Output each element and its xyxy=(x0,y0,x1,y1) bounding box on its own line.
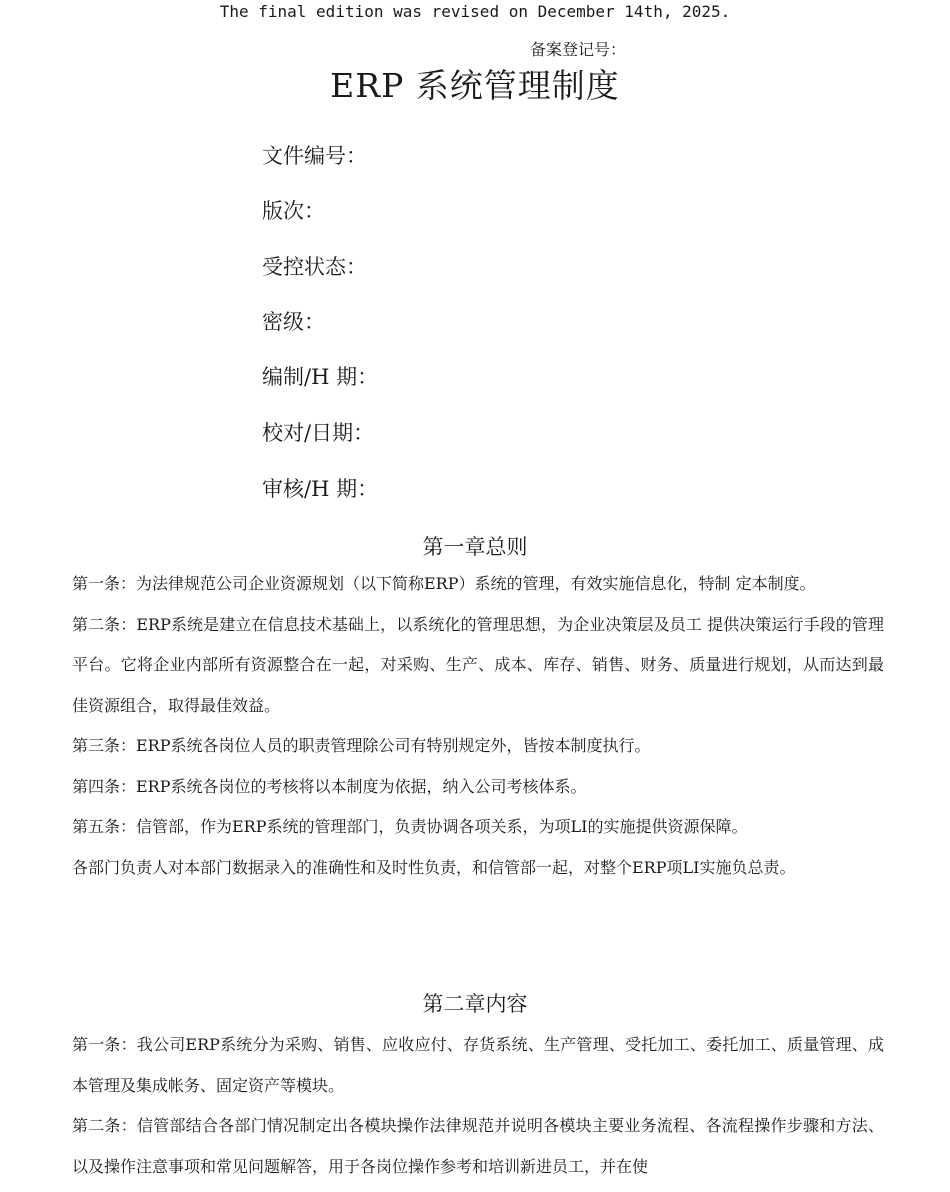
chapter-2-article-1: 第一条：我公司ERP系统分为采购、销售、应收应付、存货系统、生产管理、受托加工、委托加工、质量管理、成本管理及集成帐务、固定资产等模块。 xyxy=(72,1035,884,1095)
chapter-2-body xyxy=(72,1025,884,1187)
chapter-2-heading: 第二章内容 xyxy=(422,992,528,1016)
revision-note: The final edition was revised on December 14th, 2025. xyxy=(219,2,731,21)
field-checked-date: 校对/日期： xyxy=(262,421,375,445)
chapter-1-heading: 第一章总则 xyxy=(422,535,528,559)
field-prepared-date: 编制/H 期： xyxy=(262,365,379,389)
chapter-1-article-3: 第三条：ERP系统各岗位人员的职责管理除公司有特别规定外，皆按本制度执行。 xyxy=(72,736,651,755)
chapter-1-article-4: 第四条：ERP系统各岗位的考核将以本制度为依据，纳入公司考核体系。 xyxy=(72,776,587,796)
field-document-number: 文件编号： xyxy=(262,144,367,168)
field-control-status: 受控状态： xyxy=(262,255,367,279)
field-edition: 版次： xyxy=(262,199,325,223)
chapter-1-body xyxy=(72,564,884,888)
filing-number-label: 备案登记号： xyxy=(530,40,627,59)
field-confidentiality: 密级： xyxy=(262,310,325,334)
document-title: ERP 系统管理制度 xyxy=(330,66,620,105)
chapter-1-article-1: 第一条：为法律规范公司企业资源规划（以下简称ERP）系统的管理，有效实施信息化，特制 定本制度。 xyxy=(72,574,816,593)
chapter-2-article-2: 第二条：信管部结合各部门情况制定出各模块操作法律规范并说明各模块主要业务流程、各流程操作步骤和方法、以及操作注意事项和常见问题解答，用于各岗位操作参考和培训新进员工，并在使 xyxy=(72,1116,884,1176)
chapter-1-article-2: 第二条：ERP系统是建立在信息技术基础上，以系统化的管理思想，为企业决策层及员工 提供决策运行手段的管理平台。它将企业内部所有资源整合在一起，对采购、生产、成本、库存、销售、财务、质量进行规划，从而达到最佳资源组合，取得最佳效益。 xyxy=(72,614,884,715)
field-reviewed-date: 审核/H 期： xyxy=(262,477,379,501)
chapter-1-article-5: 第五条：信管部，作为ERP系统的管理部门，负责协调各项关系，为项LI的实施提供资源保障。 xyxy=(72,817,748,836)
chapter-1-paragraph-6: 各部门负责人对本部门数据录入的准确性和及时性负责，和信管部一起，对整个ERP项LI实施负总责。 xyxy=(72,857,796,877)
